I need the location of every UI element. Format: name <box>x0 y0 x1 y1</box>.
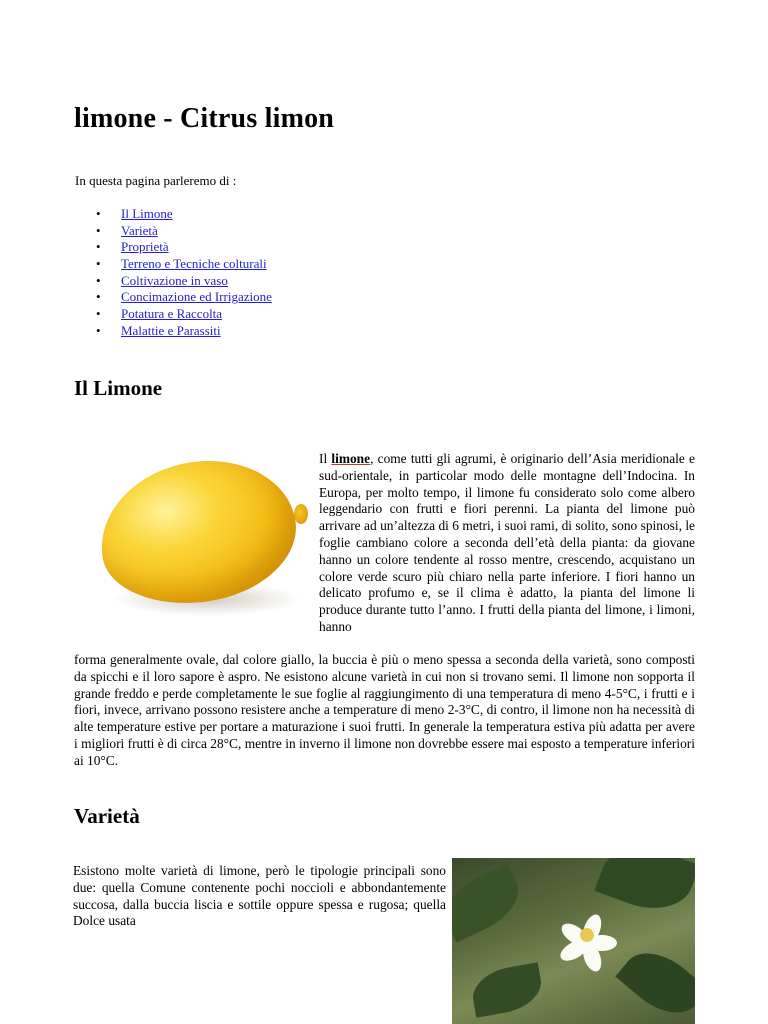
toc-item <box>75 323 272 340</box>
limone-paragraph-wrapped <box>319 451 695 636</box>
leaf-shape <box>594 858 695 922</box>
leaf-shape <box>615 938 695 1024</box>
varieta-paragraph: Esistono molte varietà di limone, però le tipologie principali sono due: quella Comune contenente pochi noccioli e abbondantemente succosa, dalla buccia liscia e sottile oppure spessa e rugosa; quella Dolce usata <box>73 863 446 929</box>
toc-link-terreno[interactable]: Terreno e Tecniche colturali <box>121 256 267 272</box>
flower-center <box>580 928 594 942</box>
toc-item <box>75 256 272 273</box>
lemon-tip <box>294 504 308 524</box>
toc-item <box>75 223 272 240</box>
limone-link[interactable]: limone <box>331 451 371 466</box>
section-heading-il-limone: Il Limone <box>74 376 163 400</box>
section-heading-varieta: Varietà <box>74 804 140 828</box>
page-title: limone - Citrus limon <box>74 103 335 134</box>
lemon-flower-image <box>452 858 695 1024</box>
toc-item <box>75 273 272 290</box>
toc-link-proprieta[interactable]: Proprietà <box>121 239 169 255</box>
table-of-contents <box>75 206 272 340</box>
intro-text: In questa pagina parleremo di : <box>75 173 237 188</box>
toc-link-potatura[interactable]: Potatura e Raccolta <box>121 306 223 322</box>
lemon-image <box>72 432 314 628</box>
toc-link-concimazione[interactable]: Concimazione ed Irrigazione <box>121 289 272 305</box>
toc-link-coltivazione[interactable]: Coltivazione in vaso <box>121 272 228 288</box>
leaf-shape <box>452 863 529 942</box>
limone-wrapped-text: , come tutti gli agrumi, è originario dell’Asia meridionale e sud-orientale, in particolar modo delle montagne dell’Indocina. In Europa, per molto tempo, il limone fu considerato solo come albero leggendario con frutti e fiori perenni. La pianta del limone può arrivare ad un’altezza di 6 metri, i suoi rami, di solito, sono spinosi, le foglie cambiano colore a seconda dell’età della pianta: da giovane hanno un colore tendente al rosso mentre, crescendo, acquistano un colore verde scuro più chiaro nella parte inferiore. I fiori hanno un delicato profumo e, se il clima è adatto, la pianta del limone li produce durante tutto l’anno. I frutti della pianta del limone, i limoni, hanno <box>319 451 695 634</box>
toc-link-malattie[interactable]: Malattie e Parassiti <box>121 322 221 338</box>
toc-item <box>75 239 272 256</box>
limone-paragraph-full: forma generalmente ovale, dal colore giallo, la buccia è più o meno spessa a seconda della varietà, sono composti da spicchi e il loro sapore è aspro. Ne esistono alcune varietà in cui non si trovano semi. Il limone non sopporta il grande freddo e perde completamente le sue foglie al raggiungimento di una temperatura di meno 4-5°C, i frutti e i fiori, invece, arrivano possono resistere anche a temperature di meno 2-3°C, di contro, il limone non ha necessità di alte temperature estive per portare a maturazione i suoi frutti. In generale la temperatura estiva più adatta per avere i migliori frutti è di circa 28°C, mentre in inverno il limone non dovrebbe essere mai esposto a temperature inferiori ai 10°C. <box>74 652 695 768</box>
toc-link-varieta[interactable]: Varietà <box>121 222 158 238</box>
toc-item <box>75 289 272 306</box>
toc-item <box>75 306 272 323</box>
lead-text: Il <box>319 451 332 466</box>
toc-link-il-limone[interactable]: Il Limone <box>121 206 173 221</box>
toc-item <box>75 206 272 223</box>
leaf-shape <box>469 962 546 1017</box>
